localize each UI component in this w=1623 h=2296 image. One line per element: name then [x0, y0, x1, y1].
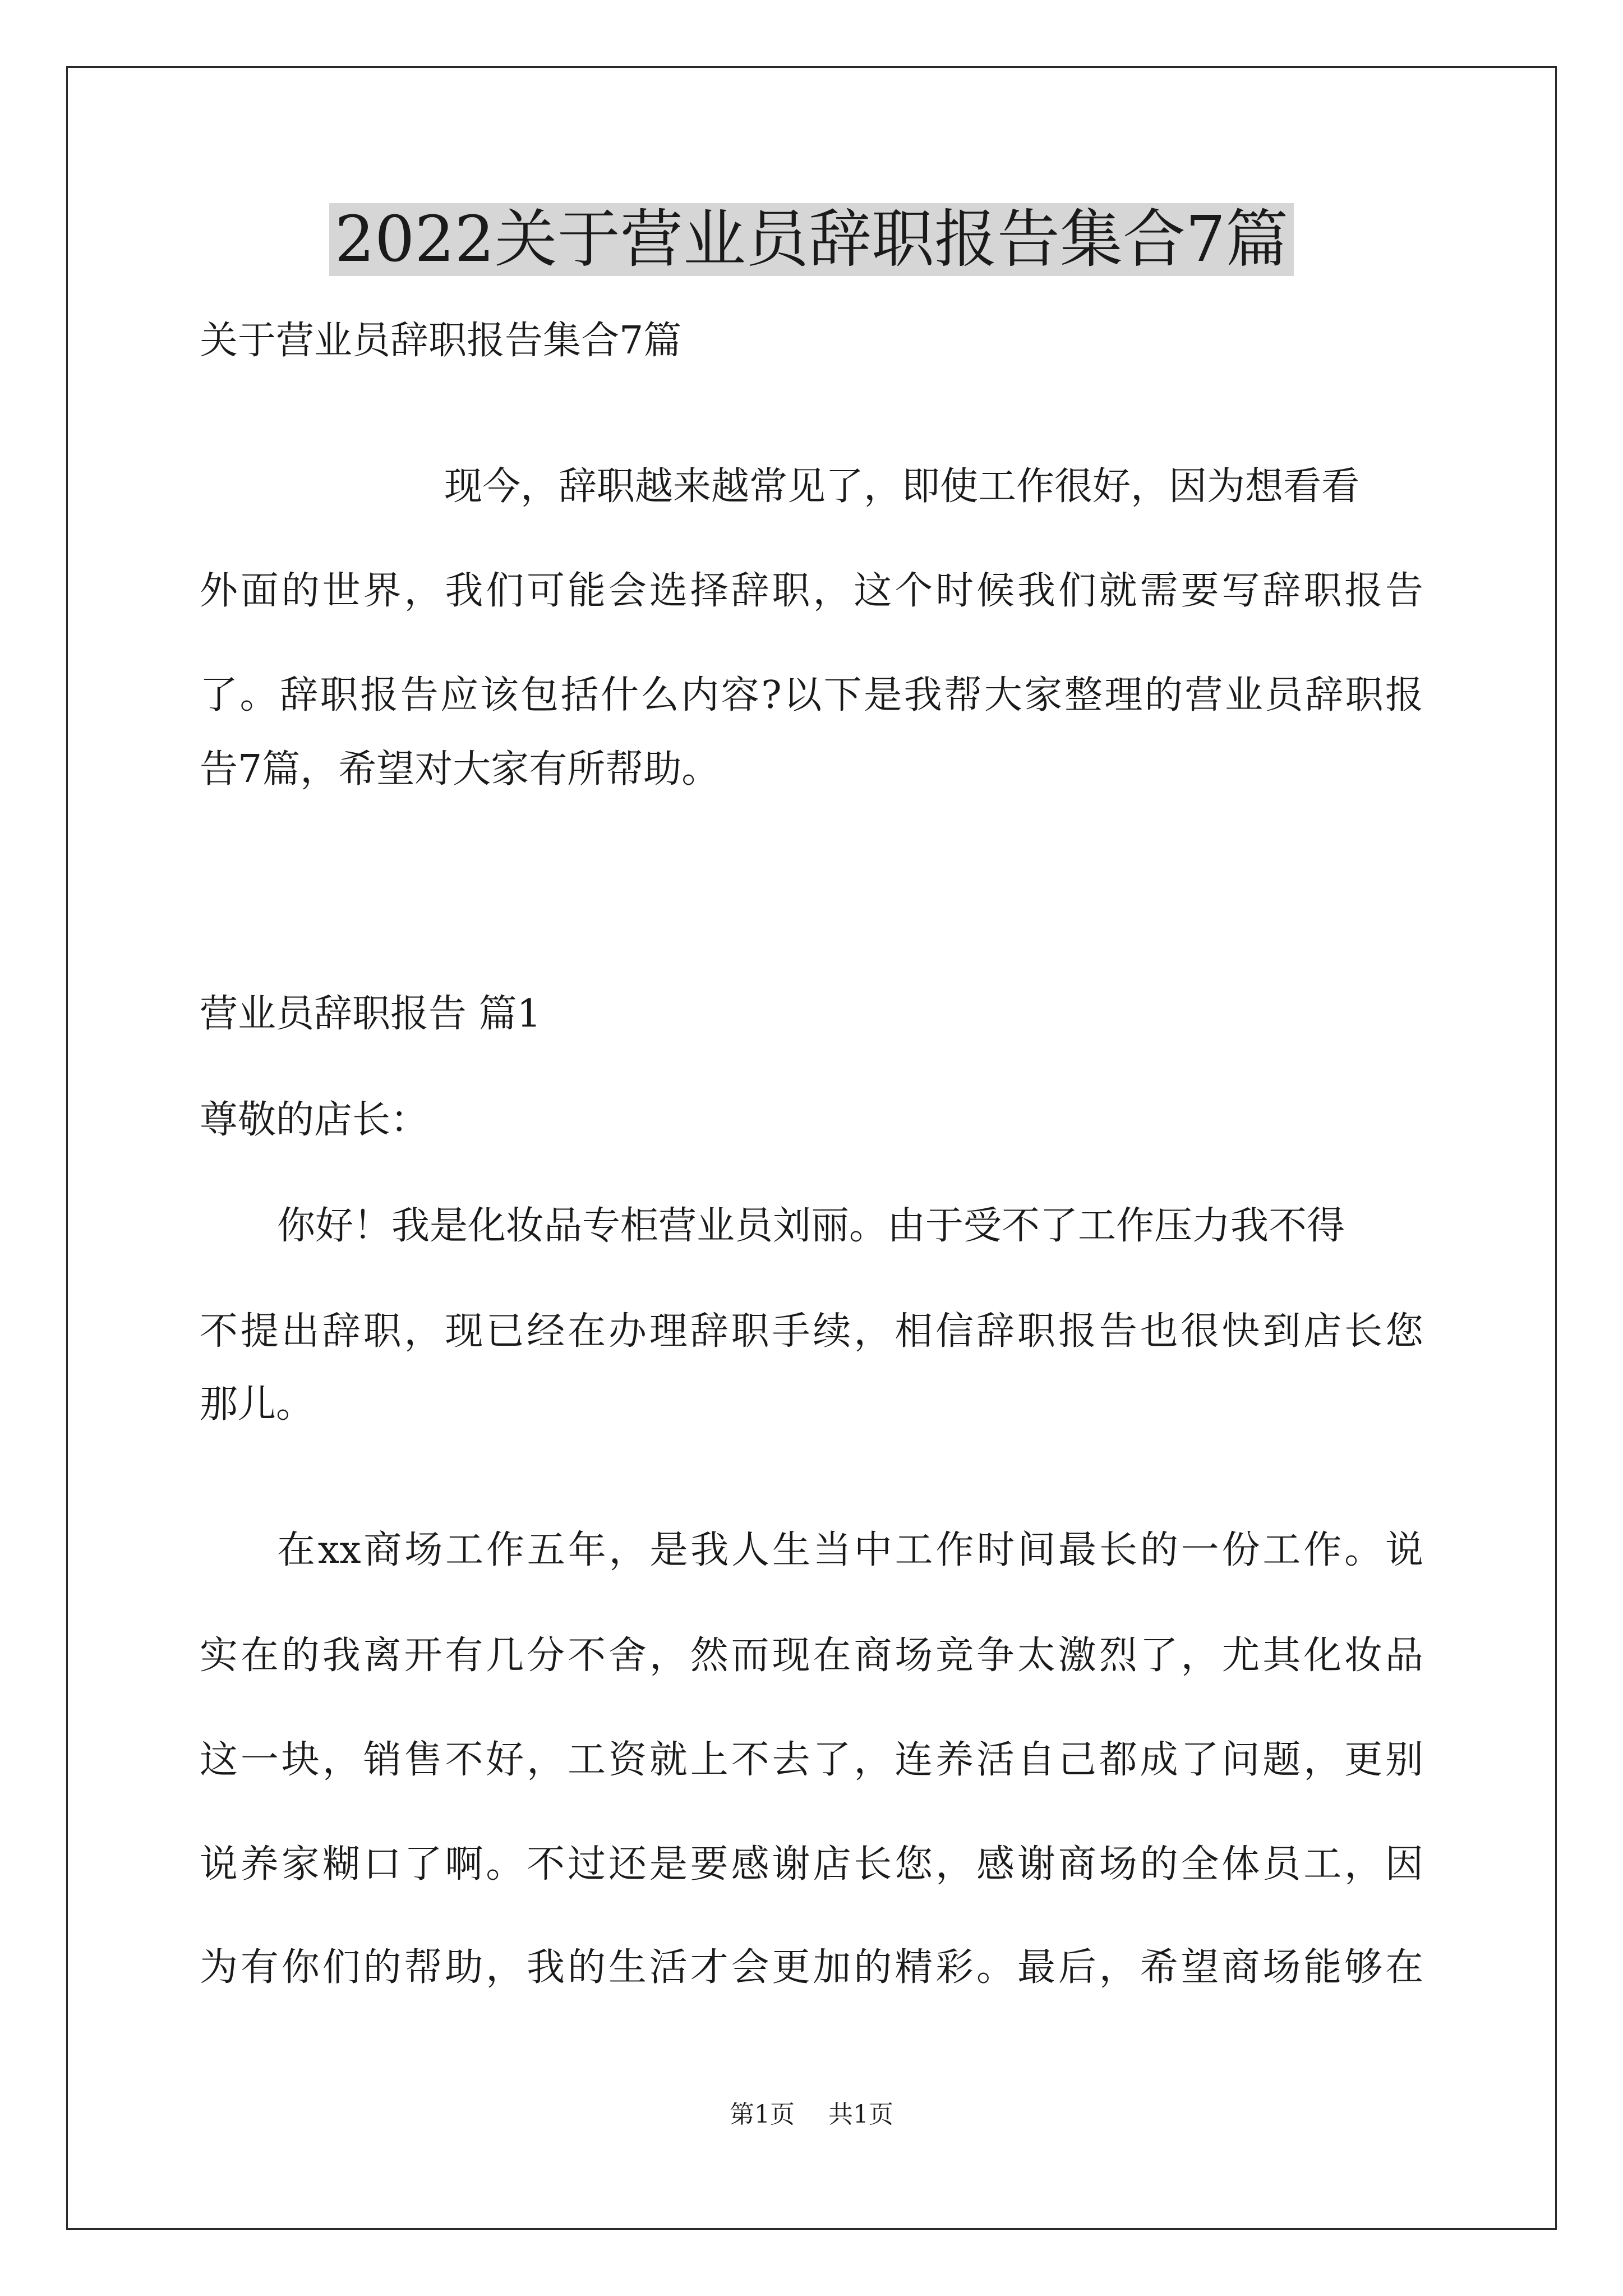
paragraph2-line-3: 这一块，销售不好，工资就上不去了，连养活自己都成了问题，更别 [200, 1738, 1423, 1782]
document-title-text: 2022关于营业员辞职报告集合7篇 [329, 203, 1294, 276]
intro-line-4: 告7篇，希望对大家有所帮助。 [200, 747, 720, 792]
document-title [0, 197, 1623, 282]
document-subtitle: 关于营业员辞职报告集合7篇 [200, 319, 682, 363]
paragraph2-line-2: 实在的我离开有几分不舍，然而现在商场竞争太激烈了，尤其化妆品 [200, 1634, 1423, 1678]
paragraph2-line-4: 说养家糊口了啊。不过还是要感谢店长您，感谢商场的全体员工，因 [200, 1842, 1423, 1887]
intro-line-3: 了。辞职报告应该包括什么内容?以下是我帮大家整理的营业员辞职报 [200, 673, 1423, 717]
intro-line-2: 外面的世界，我们可能会选择辞职，这个时候我们就需要写辞职报告 [200, 569, 1423, 613]
page-number-current: 第1页 [730, 2100, 795, 2129]
paragraph2-line-1: 在xx商场工作五年，是我人生当中工作时间最长的一份工作。说 [277, 1528, 1423, 1572]
intro-line-1: 现今，辞职越来越常见了，即使工作很好，因为想看看 [444, 464, 1360, 509]
page-footer [0, 2098, 1623, 2132]
salutation: 尊敬的店长： [200, 1098, 429, 1142]
page-number-total: 共1页 [828, 2100, 893, 2129]
paragraph1-line-2: 不提出辞职，现已经在办理辞职手续，相信辞职报告也很快到店长您 [200, 1309, 1423, 1354]
paragraph2-line-5: 为有你们的帮助，我的生活才会更加的精彩。最后，希望商场能够在 [200, 1945, 1423, 1990]
paragraph1-line-3: 那儿。 [200, 1382, 315, 1427]
paragraph1-line-1: 你好！我是化妆品专柜营业员刘丽。由于受不了工作压力我不得 [277, 1204, 1345, 1248]
section-heading: 营业员辞职报告 篇1 [200, 992, 541, 1036]
